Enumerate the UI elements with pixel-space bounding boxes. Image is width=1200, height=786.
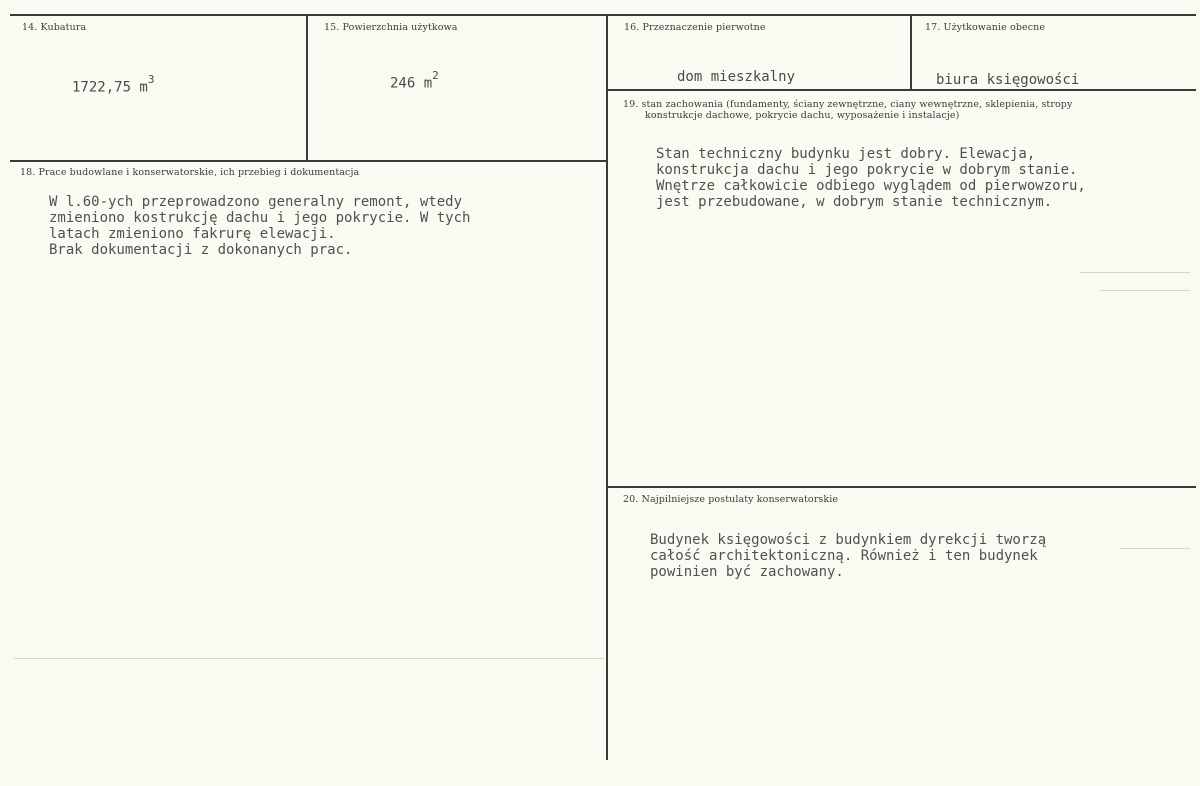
field-18-text [49,194,470,258]
text-line: Budynek księgowości z budynkiem dyrekcji tworzą [650,532,1047,548]
faint-line [1080,272,1190,273]
top-border [10,14,1196,16]
field-15-label: 15. Powierzchnia użytkowa [324,22,458,33]
field-18-label: 18. Prace budowlane i konserwatorskie, ich przebieg i dokumentacja [20,167,360,178]
field-19-text [656,146,1086,210]
faint-line [14,658,604,659]
field-19-label-2: konstrukcje dachowe, pokrycie dachu, wyposażenie i instalacje) [645,110,960,121]
divider-16-17 [910,14,912,90]
field-16-value: dom mieszkalny [677,69,796,85]
text-line: W l.60-ych przeprowadzono generalny remont, wtedy [49,194,463,210]
area-value: 246 m [390,75,433,92]
field-16-label: 16. Przeznaczenie pierwotne [624,22,766,33]
field-20-text [650,532,1046,580]
text-line: zmieniono kostrukcję dachu i jego pokrycie. W tych [49,210,471,226]
text-line: jest przebudowane, w dobrym stanie technicznym. [656,194,1053,210]
faint-line [1100,290,1190,291]
text-line: konstrukcja dachu i jego pokrycie w dobrym stanie. [656,162,1078,178]
divider-main [606,14,608,760]
text-line: Wnętrze całkowicie odbiego wyglądem od pierwowzoru, [656,178,1086,194]
text-line: latach zmieniono fakrurę elewacji. [49,226,336,242]
field-19-label-1: 19. stan zachowania (fundamenty, ściany zewnętrzne, ciany wewnętrzne, sklepienia, stropy [623,99,1073,110]
kubatura-value: 1722,75 m [72,79,148,96]
divider-row-20 [607,486,1196,488]
unit-exponent: 2 [432,69,439,82]
field-17-value: biura księgowości [936,72,1080,88]
field-14-value [72,73,155,96]
field-17-label: 17. Użytkowanie obecne [925,22,1046,33]
text-line: powinien być zachowany. [650,564,844,580]
text-line: Stan techniczny budynku jest dobry. Elewacja, [656,146,1036,162]
field-15-value [390,69,439,92]
divider-row-18 [10,160,608,162]
faint-line [1120,548,1190,549]
field-14-label: 14. Kubatura [22,22,87,33]
text-line: całość architektoniczną. Również i ten budynek [650,548,1038,564]
divider-row-16 [607,89,1196,91]
divider-14-15 [306,14,308,162]
unit-exponent: 3 [147,73,155,86]
field-20-label: 20. Najpilniejsze postulaty konserwatorskie [623,494,839,505]
text-line: Brak dokumentacji z dokonanych prac. [49,242,353,258]
